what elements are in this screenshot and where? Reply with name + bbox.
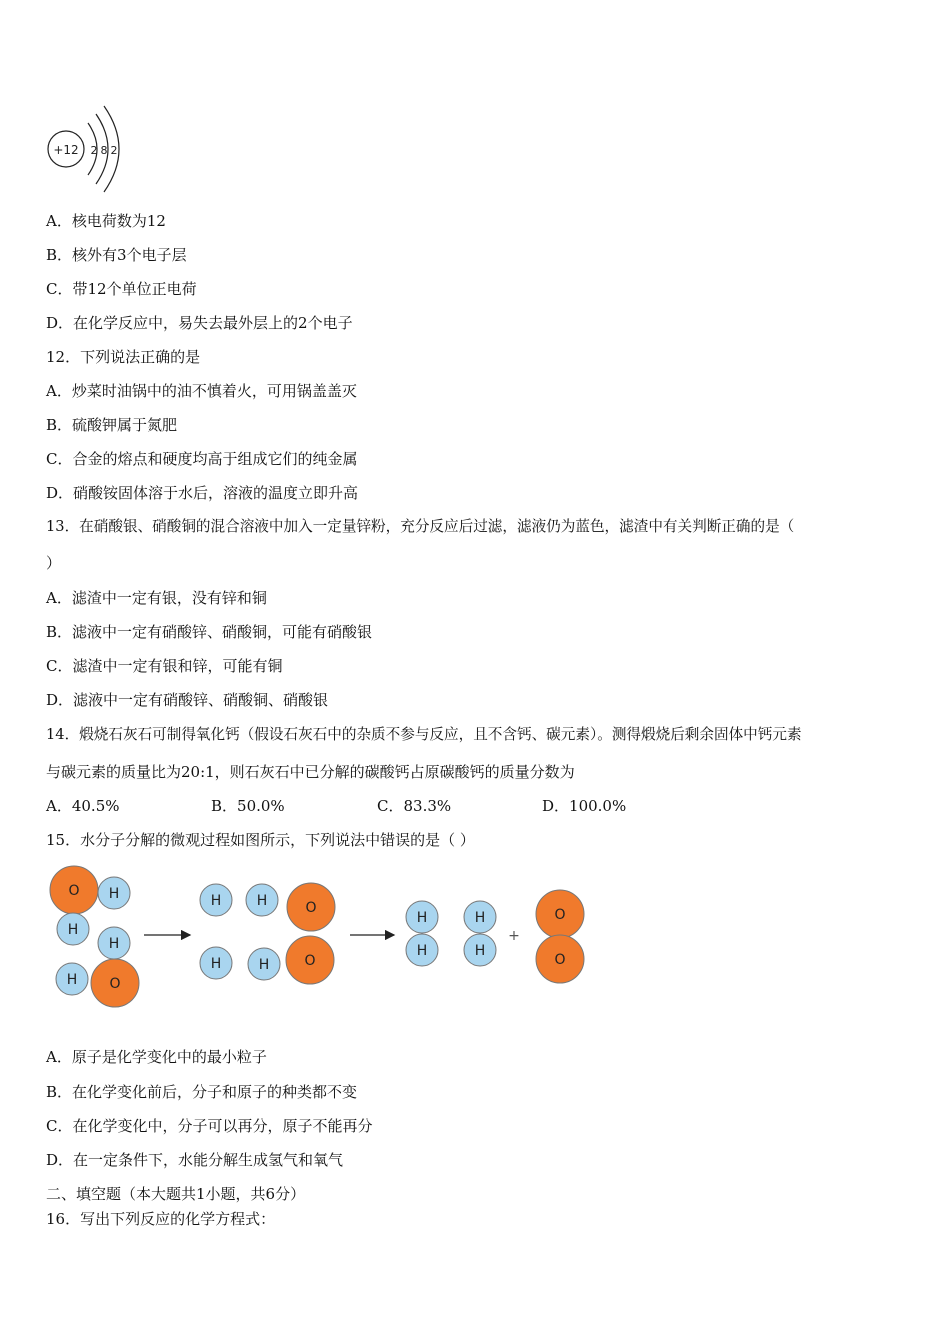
hydrogen-label: H [108,936,120,952]
q11-option-a: A．核电荷数为12 [46,212,166,230]
hydrogen-label: H [258,957,270,973]
nucleus-charge: +12 [53,143,79,157]
atom-structure-diagram [44,103,128,195]
q13-option-a: A．滤渣中一定有银，没有锌和铜 [46,589,267,607]
q15-option-d: D．在一定条件下，水能分解生成氢气和氧气 [46,1151,344,1169]
oxygen-label: O [554,907,566,923]
q13-option-d: D．滤液中一定有硝酸锌、硝酸铜、硝酸银 [46,691,329,709]
shell-electrons-3: 2 [110,144,118,157]
q12-option-a: A．炒菜时油锅中的油不慎着火，可用锅盖盖灭 [46,382,357,400]
q13-stem-line2: ） [46,554,62,572]
q14-option-c: C．83.3% [377,797,452,815]
hydrogen-label: H [256,893,268,909]
oxygen-label: O [554,952,566,968]
shell-electrons-1: 2 [90,144,98,157]
q13-option-b: B．滤液中一定有硝酸锌、硝酸铜，可能有硝酸银 [46,623,373,641]
hydrogen-label: H [416,943,428,959]
q14-stem-line1: 14．煅烧石灰石可制得氧化钙（假设石灰石中的杂质不参与反应，且不含钙、碳元素）。测得煅烧后剩余固体中钙元素 [46,726,802,743]
plus-sign: + [508,928,520,944]
q11-option-d: D．在化学反应中，易失去最外层上的2个电子 [46,314,353,332]
q11-option-c: C．带12个单位正电荷 [46,280,197,298]
q14-stem-line2: 与碳元素的质量比为20:1，则石灰石中已分解的碳酸钙占原碳酸钙的质量分数为 [46,763,575,781]
hydrogen-label: H [210,893,222,909]
q12-stem: 12．下列说法正确的是 [46,348,201,366]
hydrogen-label: H [66,972,78,988]
q15-stem: 15．水分子分解的微观过程如图所示，下列说法中错误的是（ ） [46,831,475,849]
q15-option-a: A．原子是化学变化中的最小粒子 [46,1048,267,1066]
separated-atoms [200,883,335,984]
hydrogen-label: H [474,910,486,926]
oxygen-label: O [68,883,80,899]
water-decomposition-diagram [40,862,600,1012]
oxygen-label: O [109,976,121,992]
q14-option-d: D．100.0% [542,797,627,815]
oxygen-label: O [305,900,317,916]
q15-option-b: B．在化学变化前后，分子和原子的种类都不变 [46,1083,358,1101]
oxygen-label: O [304,953,316,969]
hydrogen-molecule-2 [464,901,496,966]
hydrogen-label: H [108,886,120,902]
q15-option-c: C．在化学变化中，分子可以再分，原子不能再分 [46,1117,373,1135]
q11-option-b: B．核外有3个电子层 [46,246,187,264]
q14-option-a: A．40.5% [46,797,120,815]
q12-option-d: D．硝酸铵固体溶于水后，溶液的温度立即升高 [46,484,359,502]
q12-option-c: C．合金的熔点和硬度均高于组成它们的纯金属 [46,450,358,468]
hydrogen-label: H [474,943,486,959]
q16-stem: 16．写出下列反应的化学方程式： [46,1210,276,1228]
hydrogen-label: H [67,922,79,938]
q14-option-b: B．50.0% [211,797,285,815]
q13-stem-line1: 13．在硝酸银、硝酸铜的混合溶液中加入一定量锌粉，充分反应后过滤，滤液仍为蓝色，滤渣中有关判断正确的是（ [46,518,795,535]
q13-option-c: C．滤渣中一定有银和锌，可能有铜 [46,657,283,675]
q12-option-b: B．硫酸钾属于氮肥 [46,416,178,434]
hydrogen-label: H [416,910,428,926]
hydrogen-molecule-1 [406,901,438,966]
oxygen-molecule [536,890,584,983]
hydrogen-label: H [210,956,222,972]
shell-electrons-2: 8 [100,144,108,157]
section-heading: 二、填空题（本大题共1小题，共6分） [46,1185,306,1203]
